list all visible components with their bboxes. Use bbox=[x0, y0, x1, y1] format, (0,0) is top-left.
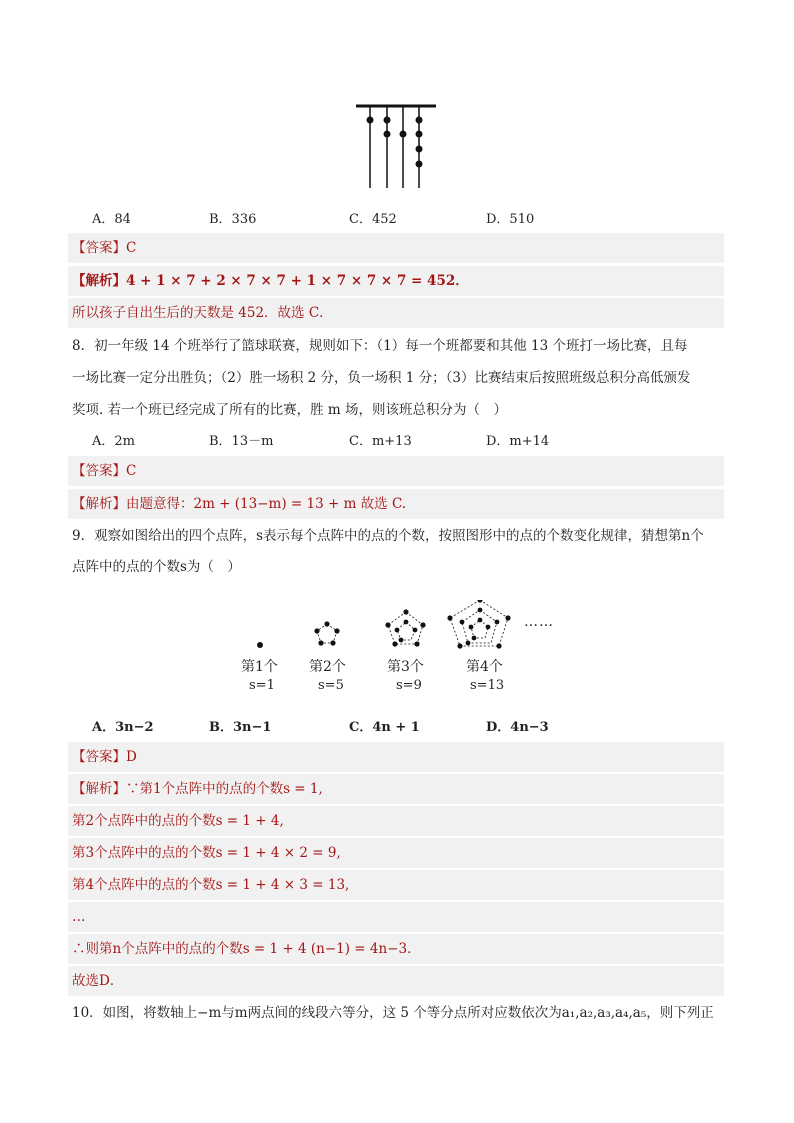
abacus-bead bbox=[416, 117, 423, 124]
q8-analysis: 【解析】由题意得：2m + (13−m) = 13 + m 故选 C. bbox=[72, 496, 407, 512]
dot bbox=[460, 620, 465, 625]
figure-label-1: 第1个 bbox=[241, 659, 278, 675]
dot bbox=[477, 600, 482, 603]
q9-analysis-6: ∴则第n个点阵中的点的个数s = 1 + 4 (n−1) = 4n−3． bbox=[72, 941, 421, 957]
dot bbox=[385, 622, 390, 627]
q9-line-1: 9．观察如图给出的四个点阵，s表示每个点阵中的点的个数，按照图形中的点的个数变化规律，猜想第n个 bbox=[72, 528, 704, 544]
q9-analysis-5: … bbox=[72, 909, 86, 925]
abacus-bead bbox=[367, 117, 374, 124]
pentagon-2 bbox=[317, 624, 337, 643]
dot bbox=[257, 642, 263, 648]
dot bbox=[330, 640, 335, 645]
option-d: D．510 bbox=[486, 212, 535, 227]
q10-line-1: 10．如图，将数轴上−m与m两点间的线段六等分，这 5 个等分点所对应数依次为a₁,a₂,a₃,a₄,a₅，则下列正 bbox=[72, 1005, 714, 1021]
q9-answer: 【答案】D bbox=[72, 749, 137, 765]
q7-answer: 【答案】C bbox=[72, 240, 137, 256]
option-d: D．4n−3 bbox=[486, 720, 549, 735]
figure-label-4: 第4个 bbox=[466, 659, 503, 675]
dot bbox=[457, 643, 462, 648]
dot bbox=[318, 640, 323, 645]
figure-label-2: 第2个 bbox=[309, 659, 346, 675]
q7-analysis: 【解析】4 + 1 × 7 + 2 × 7 × 7 + 1 × 7 × 7 × 7 = 452． bbox=[72, 273, 469, 289]
option-b: B．13－m bbox=[209, 434, 274, 449]
figure-s-3: s=9 bbox=[396, 678, 422, 693]
abacus-bead bbox=[416, 146, 423, 153]
abacus-bead bbox=[416, 161, 423, 168]
dot bbox=[478, 608, 483, 613]
dot bbox=[395, 628, 400, 633]
figure-s-4: s=13 bbox=[470, 678, 505, 693]
dot bbox=[324, 621, 329, 626]
dot bbox=[466, 641, 471, 646]
pentagon-4 bbox=[450, 600, 508, 646]
option-a: A．3n−2 bbox=[92, 720, 154, 735]
q8-line-3: 奖项. 若一个班已经完成了所有的比赛，胜 m 场，则该班总积分为（ ） bbox=[72, 402, 507, 418]
dot bbox=[314, 628, 319, 633]
dot bbox=[334, 628, 339, 633]
option-d: D．m+14 bbox=[486, 434, 550, 449]
dot bbox=[478, 618, 483, 623]
q9-analysis-4: 第4个点阵中的点的个数s = 1 + 4 × 3 = 13, bbox=[72, 877, 350, 893]
dot bbox=[403, 609, 408, 614]
abacus-bead bbox=[400, 131, 407, 138]
analysis-band bbox=[68, 966, 724, 996]
dot bbox=[495, 620, 500, 625]
abacus-bead bbox=[416, 131, 423, 138]
option-b: B．3n−1 bbox=[209, 720, 272, 735]
abacus-bead bbox=[384, 131, 391, 138]
abacus-bead bbox=[384, 117, 391, 124]
dot bbox=[486, 625, 491, 630]
figure-ellipsis: …… bbox=[524, 614, 554, 630]
dot bbox=[469, 625, 474, 630]
q9-analysis-3: 第3个点阵中的点的个数s = 1 + 4 × 2 = 9, bbox=[72, 845, 341, 861]
dot bbox=[392, 641, 397, 646]
dot bbox=[399, 638, 404, 643]
pentagon-3 bbox=[388, 612, 423, 644]
dot bbox=[447, 615, 452, 620]
dot bbox=[420, 622, 425, 627]
figure-s-2: s=5 bbox=[318, 678, 344, 693]
dot bbox=[472, 636, 477, 641]
q9-analysis-1: 【解析】∵第1个点阵中的点的个数s = 1, bbox=[72, 781, 323, 797]
dot bbox=[404, 620, 409, 625]
dot bbox=[505, 615, 510, 620]
q9-analysis-7: 故选D． bbox=[72, 973, 124, 989]
abacus-figure bbox=[350, 100, 440, 192]
answer-band bbox=[68, 233, 724, 263]
q9-analysis-2: 第2个点阵中的点的个数s = 1 + 4, bbox=[72, 813, 284, 829]
dot-pattern-figure bbox=[240, 600, 530, 660]
q8-line-1: 8．初一年级 14 个班举行了篮球联赛，规则如下：（1）每一个班都要和其他 13 个班打一场比赛，且每 bbox=[72, 338, 688, 354]
q8-answer: 【答案】C bbox=[72, 463, 137, 479]
option-c: C．4n + 1 bbox=[349, 720, 420, 735]
answer-band bbox=[68, 456, 724, 486]
figure-s-1: s=1 bbox=[249, 678, 275, 693]
option-c: C．452 bbox=[349, 212, 397, 227]
figure-label-3: 第3个 bbox=[387, 659, 424, 675]
q8-line-2: 一场比赛一定分出胜负；（2）胜一场积 2 分，负一场积 1 分；（3）比赛结束后按照班级总积分高低颁发 bbox=[72, 370, 691, 386]
option-a: A．2m bbox=[92, 434, 135, 449]
option-a: A．84 bbox=[92, 212, 131, 227]
dot bbox=[414, 641, 419, 646]
option-c: C．m+13 bbox=[349, 434, 412, 449]
q9-line-2: 点阵中的点的个数s为（ ） bbox=[72, 559, 241, 575]
analysis-band bbox=[68, 902, 724, 932]
option-b: B．336 bbox=[209, 212, 257, 227]
q7-conclusion: 所以孩子自出生后的天数是 452．故选 C． bbox=[72, 305, 333, 321]
dot bbox=[413, 628, 418, 633]
dot bbox=[496, 643, 501, 648]
answer-band bbox=[68, 742, 724, 772]
